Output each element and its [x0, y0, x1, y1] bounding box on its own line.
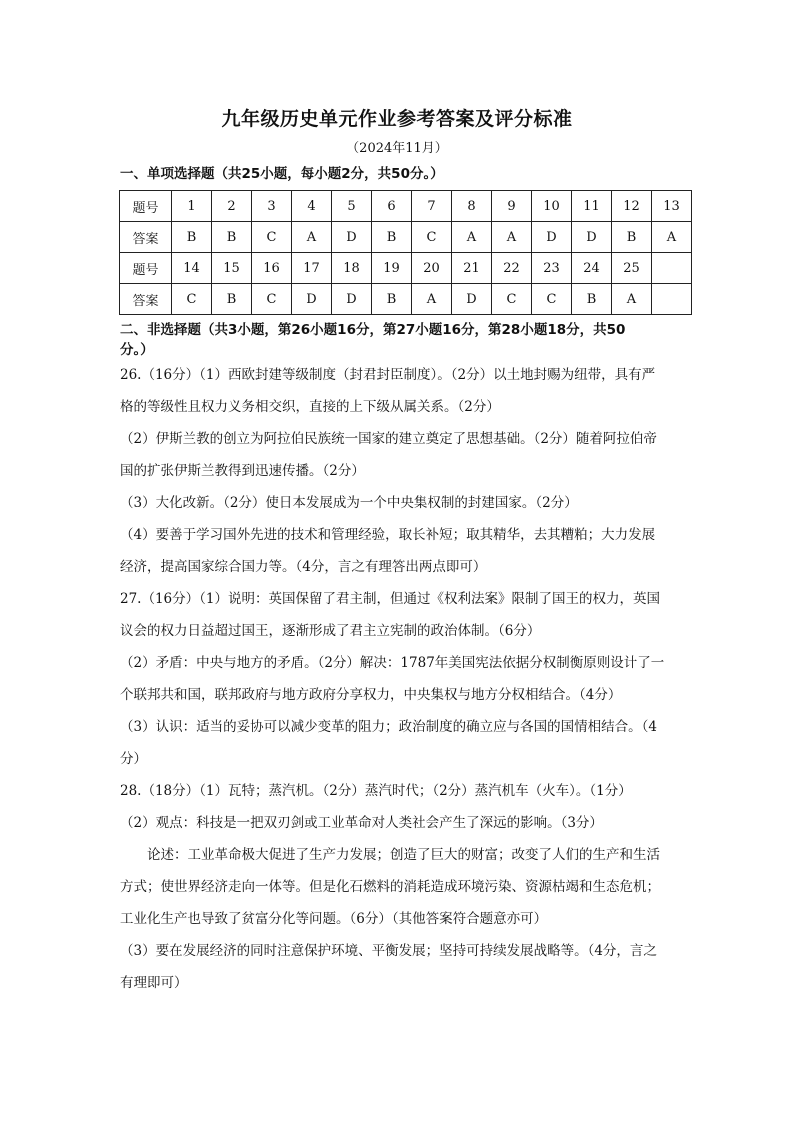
table-cell: A	[652, 222, 692, 253]
answer-line: 方式；使世界经济走向一体等。但是化石燃料的消耗造成环境污染、资源枯竭和生态危机；	[120, 879, 660, 895]
section-2-heading	[120, 320, 625, 360]
table-cell: 9	[492, 191, 532, 222]
table-cell: 13	[652, 191, 692, 222]
section-2-heading-line1: 二、非选择题（共3小题，第26小题16分，第27小题16分，第28小题18分，共50	[120, 322, 626, 338]
table-cell: A	[412, 284, 452, 315]
table-cell: 5	[332, 191, 372, 222]
table-cell: 10	[532, 191, 572, 222]
table-cell: D	[332, 284, 372, 315]
table-cell: D	[452, 284, 492, 315]
table-cell: 11	[572, 191, 612, 222]
table-cell: 8	[452, 191, 492, 222]
table-row	[120, 191, 692, 222]
table-cell: 23	[532, 253, 572, 284]
table-cell: 24	[572, 253, 612, 284]
table-row	[120, 284, 692, 315]
answer-line: 议会的权力日益超过国王，逐渐形成了君主立宪制的政治体制。（6分）	[120, 623, 541, 639]
section-1-heading: 一、单项选择题（共25小题，每小题2分，共50分。）	[120, 166, 444, 182]
table-cell: 3	[252, 191, 292, 222]
answer-line: 经济，提高国家综合国力等。（4分，言之有理答出两点即可）	[120, 559, 487, 575]
table-cell: D	[292, 284, 332, 315]
table-cell: C	[532, 284, 572, 315]
answer-line: 工业化生产也导致了贫富分化等问题。（6分）（其他答案符合题意亦可）	[120, 911, 548, 927]
table-cell: 6	[372, 191, 412, 222]
table-cell: A	[292, 222, 332, 253]
table-cell: 17	[292, 253, 332, 284]
answer-line: 格的等级性且权力义务相交织，直接的上下级从属关系。（2分）	[120, 399, 500, 415]
page-title: 九年级历史单元作业参考答案及评分标准	[221, 108, 573, 130]
table-cell: 2	[212, 191, 252, 222]
table-cell: B	[212, 284, 252, 315]
table-cell	[652, 284, 692, 315]
table-row-header: 答案	[120, 284, 172, 315]
answer-table	[119, 190, 692, 315]
table-cell: 18	[332, 253, 372, 284]
table-cell: C	[412, 222, 452, 253]
table-cell: B	[572, 284, 612, 315]
table-cell: 19	[372, 253, 412, 284]
table-cell: 15	[212, 253, 252, 284]
table-cell: 21	[452, 253, 492, 284]
table-cell: 22	[492, 253, 532, 284]
answer-line: （2）矛盾：中央与地方的矛盾。（2分）解决：1787年美国宪法依据分权制衡原则设计了一	[120, 655, 665, 671]
table-cell: B	[212, 222, 252, 253]
table-cell: A	[492, 222, 532, 253]
answer-line: 个联邦共和国，联邦政府与地方政府分享权力，中央集权与地方分权相结合。（4分）	[120, 687, 622, 703]
table-cell: B	[172, 222, 212, 253]
table-cell: 1	[172, 191, 212, 222]
answer-line: 分）	[120, 751, 147, 767]
table-cell: 16	[252, 253, 292, 284]
answer-line: 28.（18分）（1）瓦特；蒸汽机。（2分）蒸汽时代；（2分）蒸汽机车（火车）。（1分）	[120, 783, 632, 799]
table-cell: A	[452, 222, 492, 253]
table-row	[120, 253, 692, 284]
answer-line: （3）大化改新。（2分）使日本发展成为一个中央集权制的封建国家。（2分）	[120, 495, 578, 511]
table-cell: D	[332, 222, 372, 253]
answer-line: （4）要善于学习国外先进的技术和管理经验，取长补短；取其精华，去其糟粕；大力发展	[120, 527, 656, 543]
table-cell: 14	[172, 253, 212, 284]
table-cell: C	[172, 284, 212, 315]
answer-line: 国的扩张伊斯兰教得到迅速传播。（2分）	[120, 463, 365, 479]
answer-line: 有理即可）	[120, 975, 188, 991]
answer-line: 26.（16分）（1）西欧封建等级制度（封君封臣制度）。（2分）以土地封赐为纽带，具有严	[120, 367, 656, 383]
table-row-header: 题号	[120, 253, 172, 284]
answer-line: （2）观点：科技是一把双刃剑或工业革命对人类社会产生了深远的影响。（3分）	[120, 815, 603, 831]
table-cell: D	[572, 222, 612, 253]
table-cell: 20	[412, 253, 452, 284]
answer-line: （3）认识：适当的妥协可以减少变革的阻力；政治制度的确立应与各国的国情相结合。（4	[120, 719, 657, 735]
table-cell: 25	[612, 253, 652, 284]
answers-body	[120, 359, 680, 999]
answer-line: （2）伊斯兰教的创立为阿拉伯民族统一国家的建立奠定了思想基础。（2分）随着阿拉伯帝	[120, 431, 657, 447]
table-cell: 12	[612, 191, 652, 222]
answer-line: 27.（16分）（1）说明：英国保留了君主制，但通过《权利法案》限制了国王的权力，英国	[120, 591, 660, 607]
table-cell: B	[612, 222, 652, 253]
table-row	[120, 222, 692, 253]
table-cell: B	[372, 222, 412, 253]
document-date: （2024年11月）	[346, 141, 448, 156]
table-cell: C	[252, 284, 292, 315]
table-cell: A	[612, 284, 652, 315]
table-row-header: 题号	[120, 191, 172, 222]
answer-line: 论述：工业革命极大促进了生产力发展；创造了巨大的财富；改变了人们的生产和生活	[147, 847, 660, 863]
table-cell: C	[252, 222, 292, 253]
table-cell: 4	[292, 191, 332, 222]
table-cell: B	[372, 284, 412, 315]
table-cell: D	[532, 222, 572, 253]
table-cell: C	[492, 284, 532, 315]
table-cell: 7	[412, 191, 452, 222]
section-2-heading-line2: 分。）	[120, 342, 154, 358]
answer-line: （3）要在发展经济的同时注意保护环境、平衡发展；坚持可持续发展战略等。（4分，言之	[120, 943, 657, 959]
table-cell	[652, 253, 692, 284]
table-row-header: 答案	[120, 222, 172, 253]
